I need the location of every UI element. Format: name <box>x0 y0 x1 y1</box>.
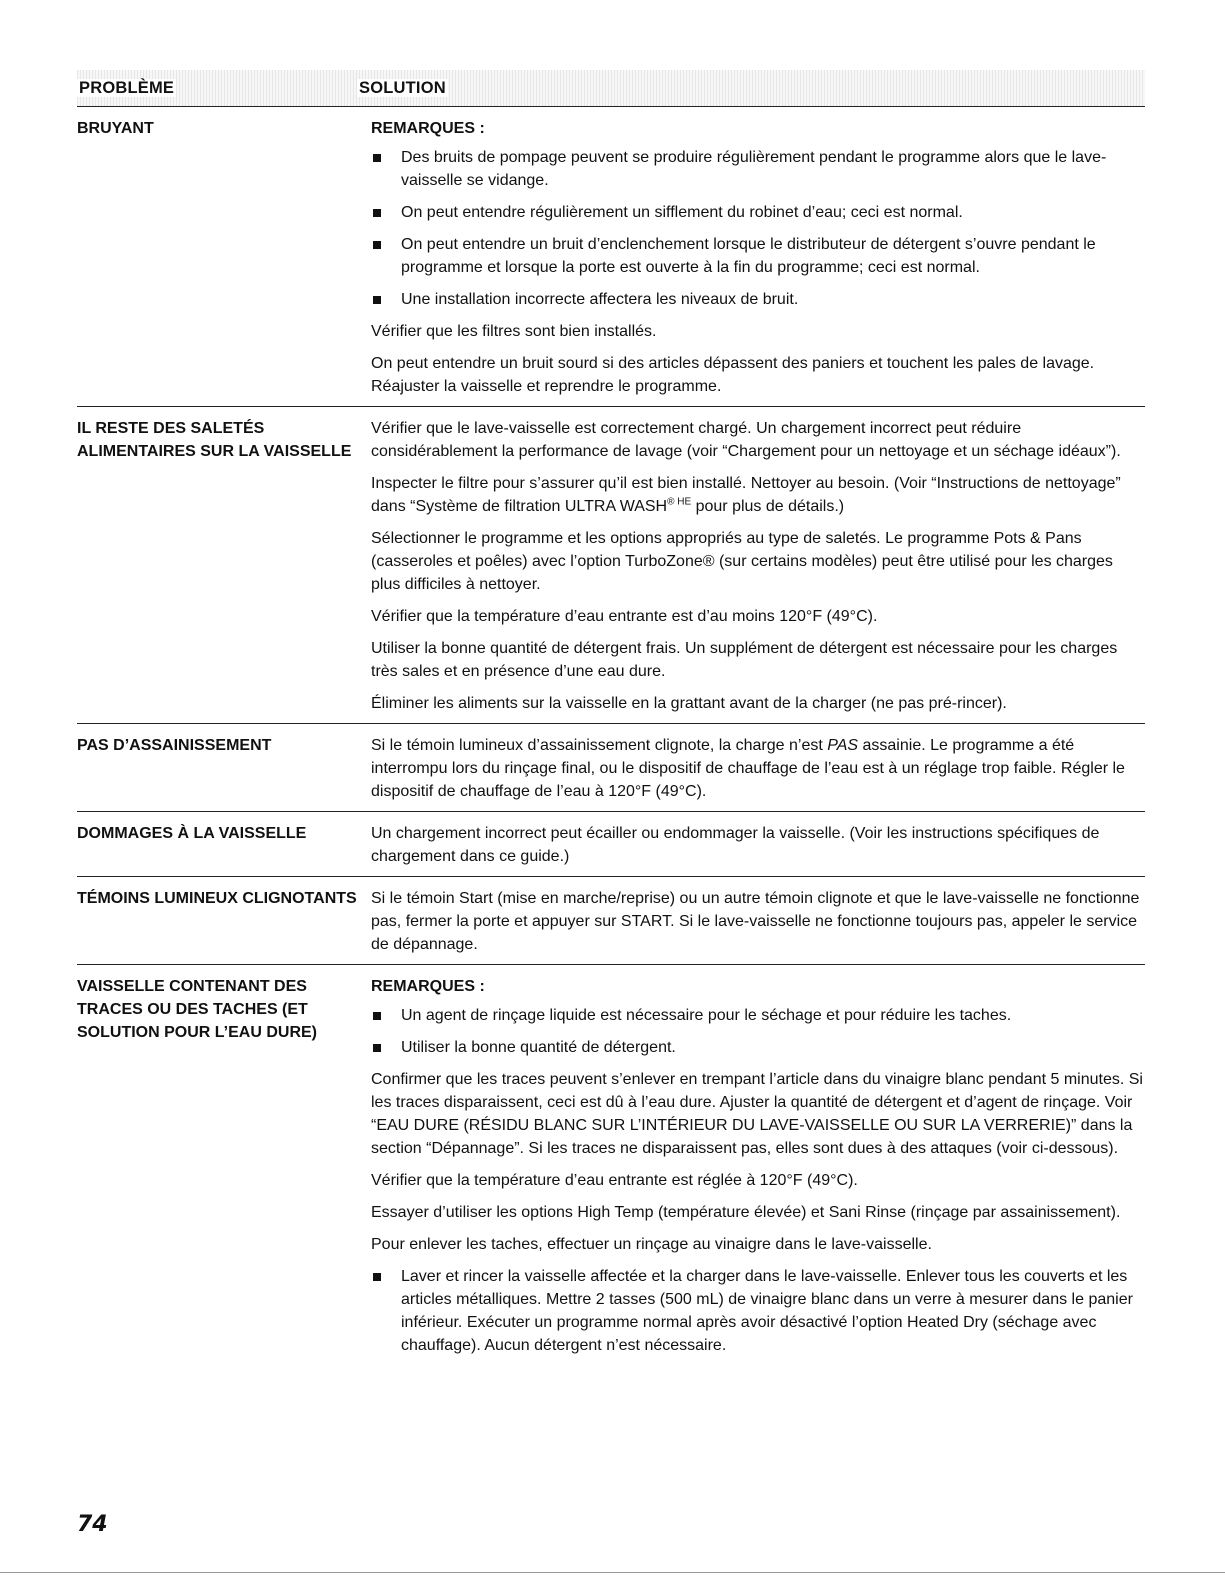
solution-paragraph: Un chargement incorrect peut écailler ou endommager la vaisselle. (Voir les instructions spécifiques de chargement dans ce guide.) <box>371 825 1100 865</box>
bullet-item: Des bruits de pompage peuvent se produire régulièrement pendant le programme alors que le lave-vaisselle se vidange. <box>371 146 1145 192</box>
problem-cell: BRUYANT <box>77 120 154 137</box>
solution-paragraph: On peut entendre un bruit sourd si des articles dépassent des paniers et touchent les pales de lavage. Réajuster la vaisselle et reprendre le programme. <box>371 355 1095 395</box>
bullet-item: On peut entendre un bruit d’enclenchement lorsque le distributeur de détergent s’ouvre pendant le programme et lorsque la porte est ouverte à la fin du programme; ceci est normal. <box>371 233 1145 279</box>
page-number: 74 <box>77 1512 108 1537</box>
table-row <box>77 812 1145 877</box>
solution-cell <box>371 975 1145 1357</box>
bottom-divider <box>0 1572 1225 1573</box>
problem-cell: DOMMAGES À LA VAISSELLE <box>77 825 307 842</box>
header-solution: SOLUTION <box>359 79 446 97</box>
troubleshooting-table <box>77 70 1145 1365</box>
bullet-item: Une installation incorrecte affectera les niveaux de bruit. <box>371 288 1145 311</box>
solution-cell <box>371 417 1145 715</box>
solution-paragraph: Si le témoin Start (mise en marche/reprise) ou un autre témoin clignote et que le lave-vaisselle ne fonctionne pas, fermer la porte et appuyer sur START. Si le lave-vaisselle ne fonctionne toujours pas, appeler le service de dépannage. <box>371 890 1140 953</box>
problem-cell: TÉMOINS LUMINEUX CLIGNOTANTS <box>77 890 357 907</box>
table-row <box>77 965 1145 1365</box>
solution-paragraph: Inspecter le filtre pour s’assurer qu’il est bien installé. Nettoyer au besoin. (Voir “Instructions de nettoyage” dans “Système de filtration ULTRA $WASH^{® HE}$ pour plus de détails.) <box>371 475 1121 515</box>
solution-paragraph: Pour enlever les taches, effectuer un rinçage au vinaigre dans le lave-vaisselle. <box>371 1236 932 1253</box>
remarks-label: REMARQUES : <box>371 120 485 137</box>
table-row <box>77 407 1145 724</box>
solution-paragraph: Sélectionner le programme et les options appropriés au type de saletés. Le programme Pots & Pans (casseroles et poêles) avec l’option TurboZone® (sur certains modèles) peut être utilisé pour les charges plus difficiles à nettoyer. <box>371 530 1113 593</box>
problem-cell: PAS D’ASSAINISSEMENT <box>77 737 272 754</box>
solution-paragraph: Vérifier que la température d’eau entrante est d’au moins 120°F (49°C). <box>371 608 878 625</box>
solution-cell <box>371 734 1145 803</box>
solution-paragraph: Vérifier que la température d’eau entrante est réglée à 120°F (49°C). <box>371 1172 858 1189</box>
solution-paragraph: Éliminer les aliments sur la vaisselle en la grattant avant de la charger (ne pas pré-rincer). <box>371 695 1007 712</box>
table-row <box>77 724 1145 812</box>
solution-paragraph: Vérifier que les filtres sont bien installés. <box>371 323 657 340</box>
solution-paragraph: Essayer d’utiliser les options High Temp (température élevée) et Sani Rinse (rinçage par assainissement). <box>371 1204 1121 1221</box>
bullet-item: Un agent de rinçage liquide est nécessaire pour le séchage et pour réduire les taches. <box>371 1004 1145 1027</box>
solution-paragraph: Confirmer que les traces peuvent s’enlever en trempant l’article dans du vinaigre blanc pendant 5 minutes. Si les traces disparaissent, ceci est dû à l’eau dure. Ajuster la quantité de détergent et d’agent de rinçage. Voir “EAU DURE (RÉSIDU BLANC SUR L’INTÉRIEUR DU LAVE-VAISSELLE OU SUR LA VERRERIE)” dans la section “Dépannage”. Si les traces ne disparaissent pas, elles sont dues à des attaques (voir ci-dessous). <box>371 1071 1143 1157</box>
table-header <box>77 70 1145 107</box>
solution-paragraph: Vérifier que le lave-vaisselle est correctement chargé. Un chargement incorrect peut réduire considérablement la performance de lavage (voir “Chargement pour un nettoyage et un séchage idéaux”). <box>371 420 1121 460</box>
header-problem: PROBLÈME <box>79 79 175 97</box>
remarks-label: REMARQUES : <box>371 978 485 995</box>
solution-cell <box>371 887 1145 956</box>
bullet-item: On peut entendre régulièrement un sifflement du robinet d’eau; ceci est normal. <box>371 201 1145 224</box>
solution-paragraph: Si le témoin lumineux d’assainissement clignote, la charge n’est PAS assainie. Le programme a été interrompu lors du rinçage final, ou le dispositif de chauffage de l’eau est à un réglage trop faible. Régler le dispositif de chauffage de l’eau à 120°F (49°C). <box>371 737 1125 800</box>
solution-cell <box>371 117 1145 398</box>
emphasis-text: PAS <box>827 737 859 754</box>
trademark-sup: ® HE <box>667 496 692 508</box>
bullet-item: Utiliser la bonne quantité de détergent. <box>371 1036 1145 1059</box>
table-row <box>77 877 1145 965</box>
problem-cell: IL RESTE DES SALETÉS ALIMENTAIRES SUR LA VAISSELLE <box>77 420 352 460</box>
bullet-item: Laver et rincer la vaisselle affectée et la charger dans le lave-vaisselle. Enlever tous les couverts et les articles métalliques. Mettre 2 tasses (500 mL) de vinaigre blanc dans un verre à mesurer dans le panier inférieur. Exécuter un programme normal après avoir désactivé l’option Heated Dry (séchage avec chauffage). Aucun détergent n’est nécessaire. <box>371 1265 1145 1357</box>
solution-cell <box>371 822 1145 868</box>
problem-cell: VAISSELLE CONTENANT DES TRACES OU DES TACHES (ET SOLUTION POUR L’EAU DURE) <box>77 978 318 1041</box>
solution-paragraph: Utiliser la bonne quantité de détergent frais. Un supplément de détergent est nécessaire pour les charges très sales et en présence d’une eau dure. <box>371 640 1118 680</box>
table-row <box>77 107 1145 407</box>
